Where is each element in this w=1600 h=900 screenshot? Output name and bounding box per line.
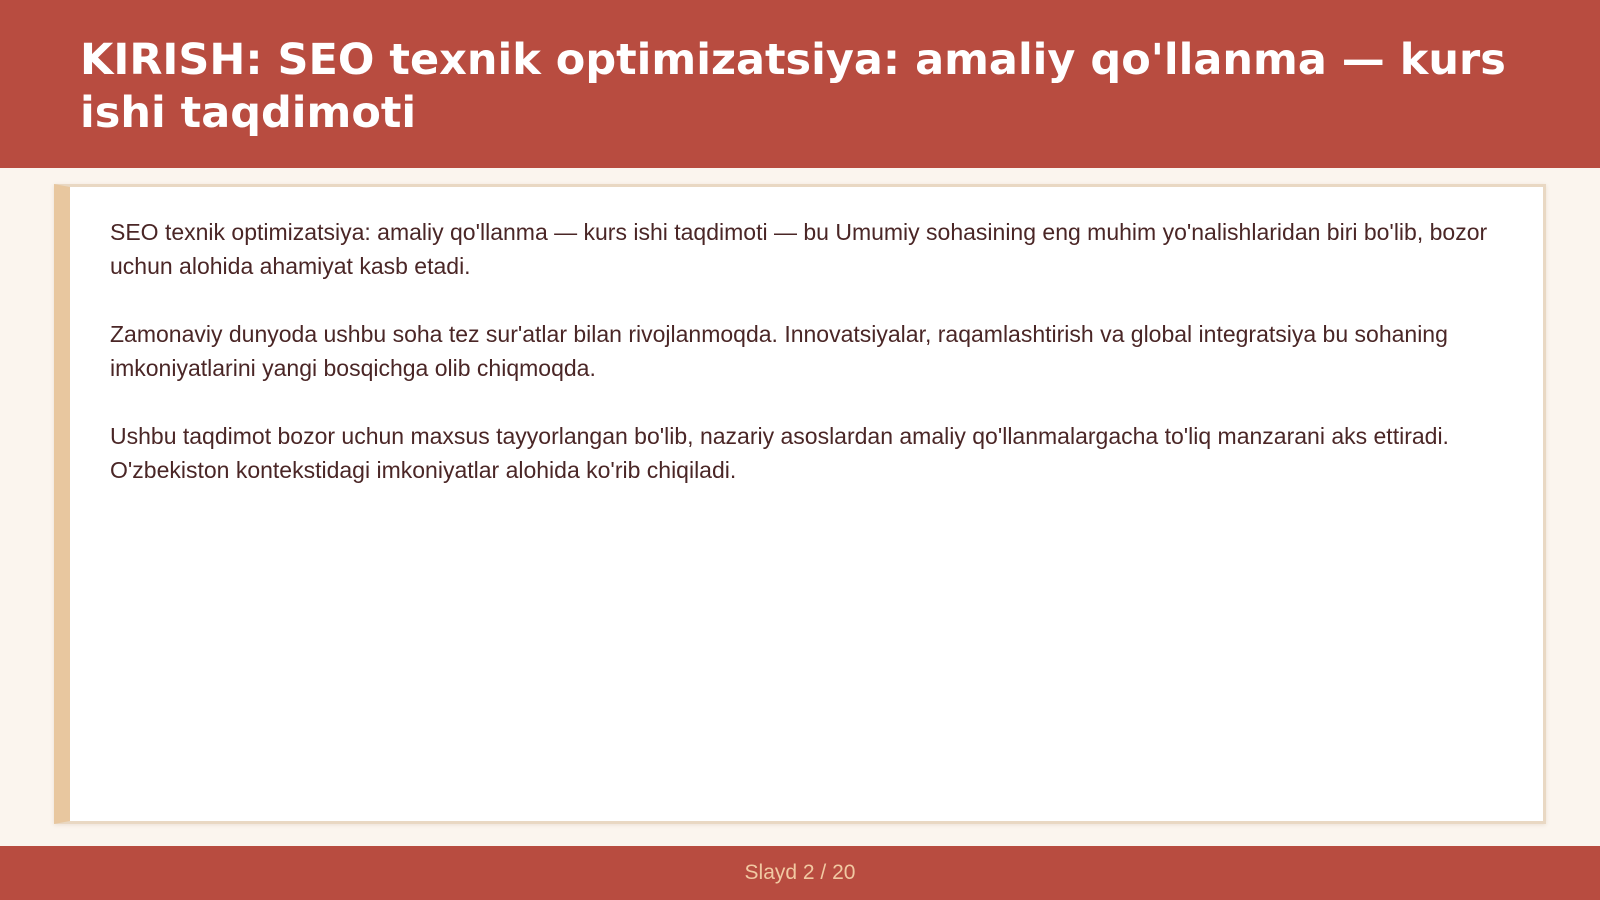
paragraph-modern-world: Zamonaviy dunyoda ushbu soha tez sur'atlar bilan rivojlanmoqda. Innovatsiyalar, raqamlashtirish va global integratsiya bu sohaning imkoniyatlarini yangi bosqichga olib chiqmoqda. xyxy=(110,321,1448,381)
slide-title: KIRISH: SEO texnik optimizatsiya: amaliy qo'llanma — kurs ishi taqdimoti xyxy=(80,35,1506,138)
slide-header xyxy=(0,0,1600,168)
slide-number: Slayd 2 / 20 xyxy=(744,861,856,884)
slide-footer xyxy=(0,846,1600,900)
paragraph-presentation-purpose: Ushbu taqdimot bozor uchun maxsus tayyorlangan bo'lib, nazariy asoslardan amaliy qo'llanmalargacha to'liq manzarani aks ettiradi. O'zbekiston kontekstidagi imkoniyatlar alohida ko'rib chiqiladi. xyxy=(110,423,1449,483)
paragraph-intro: SEO texnik optimizatsiya: amaliy qo'llanma — kurs ishi taqdimoti — bu Umumiy sohasining eng muhim yo'nalishlaridan biri bo'lib, bozor uchun alohida ahamiyat kasb etadi. xyxy=(110,219,1488,279)
content-card xyxy=(54,184,1546,824)
